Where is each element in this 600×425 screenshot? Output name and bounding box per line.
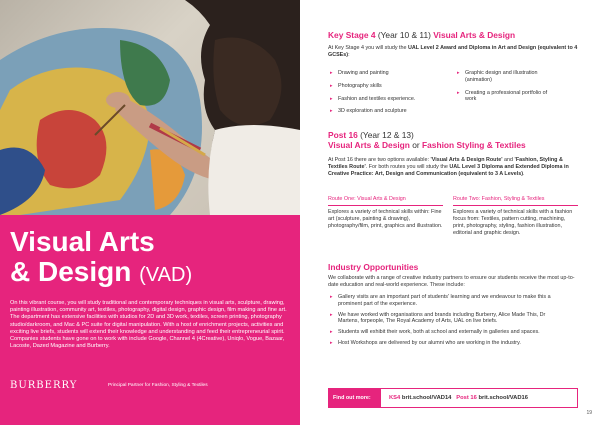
title-line-1: Visual Arts: [10, 226, 155, 257]
list-item: ▸ Photography skills: [330, 83, 450, 90]
burberry-logo: BURBERRY: [10, 380, 78, 391]
list-item: ▸ Students will exhibit their work, both at school and externally in galleries and spaces.: [330, 329, 565, 336]
list-item: ▸ Drawing and painting: [330, 70, 450, 77]
post16-para-g: .: [523, 171, 525, 178]
artist-painting-photo: [0, 0, 300, 215]
title-line-2: [10, 257, 192, 290]
intro-panel: [0, 215, 300, 425]
ks4-para-qualification: UAL Level 2 Award and Diploma in Art and Design (equivalent to 4 GCSEs): [328, 45, 578, 59]
post16-paragraph: [328, 157, 578, 179]
route-one-divider: [328, 205, 443, 206]
ks4-heading: [328, 30, 515, 40]
post16-para-c: and: [502, 157, 515, 163]
route-one-body: Explores a variety of technical skills within: Fine art (sculpture, painting & drawing), photography/film, print, graphics and illustration.: [328, 209, 443, 229]
photo-illustration: [0, 0, 300, 215]
post16-heading-or: or: [412, 140, 420, 150]
ks4-list-left: [330, 70, 450, 121]
industry-paragraph: We collaborate with a range of creative industry partners to ensure our students receive the most up-to-date education and real-world experience. These include:: [328, 275, 575, 289]
list-item: ▸ 3D exploration and sculpture: [330, 108, 450, 115]
page-number: 19: [586, 410, 592, 416]
ks4-key: KS4: [389, 395, 401, 401]
right-page: [300, 0, 600, 425]
post16-para-e: . For both routes you will study the: [365, 164, 450, 171]
title-abbreviation: (VAD): [139, 264, 193, 286]
post16-para-a: At Post 16 there are two options available:: [328, 157, 431, 163]
ks4-para-c: :: [348, 52, 350, 59]
list-item: ▸ Graphic design and illustration (animation): [457, 70, 552, 84]
title-line-2-text: & Design: [10, 256, 132, 287]
post16-heading: [328, 130, 526, 150]
ks4-heading-stage: Key Stage 4: [328, 30, 376, 40]
find-out-more-label: Find out more:: [329, 389, 381, 408]
brand-caption: Principal Partner for Fashion, Styling & Textiles: [108, 383, 208, 388]
find-out-more-box: [328, 388, 578, 408]
industry-list: [330, 294, 565, 351]
list-item: ▸ We have worked with organisations and brands including Burberry, Alice Made This, Dr Martens, forpeople, The Royal Academy of Arts, UAL on live briefs.: [330, 312, 565, 326]
post16-para-qualification: UAL Level 3 Diploma and Extended Diploma in Creative Practice: Art, Design and Communication (equivalent to 3 A Levels): [328, 164, 569, 178]
find-out-more-links: [389, 389, 528, 408]
ks4-heading-years: (Year 10 & 11): [377, 30, 431, 40]
post16-link[interactable]: brit.school/VAD16: [478, 395, 528, 401]
industry-heading: Industry Opportunities: [328, 262, 419, 272]
post16-para-route2: 'Fashion, Styling & Textiles Route': [328, 157, 563, 171]
post16-heading-route1: Visual Arts & Design: [328, 140, 410, 150]
post16-heading-years: (Year 12 & 13): [360, 130, 414, 140]
ks4-list-right: [457, 70, 552, 109]
post16-heading-stage: Post 16: [328, 130, 358, 140]
route-one-title: Route One: Visual Arts & Design: [328, 196, 406, 202]
ks4-link[interactable]: brit.school/VAD14: [401, 395, 452, 401]
page-title: [10, 227, 192, 290]
post16-heading-line1: [328, 130, 526, 140]
list-item: ▸ Fashion and textiles experience.: [330, 96, 450, 103]
list-item: ▸ Gallery visits are an important part of students' learning and we endeavour to make this a prominent part of the experience.: [330, 294, 565, 308]
route-two-divider: [453, 205, 578, 206]
post16-heading-line2: [328, 140, 526, 150]
list-item: ▸ Host Workshops are delivered by our alumni who are working in the industry.: [330, 340, 565, 347]
list-item: ▸ Creating a professional portfolio of work: [457, 90, 552, 104]
ks4-paragraph: [328, 45, 578, 59]
intro-paragraph: On this vibrant course, you will study traditional and contemporary techniques in visual arts, sculpture, drawing, painting illustration, community art, textiles, photography, digital design, graphic design, film making and fine art. The department has extensive facilities with studios for 2D and 3D work, textiles, screen printing, photography studio/darkroom, and Mac & PC suite for digital manipulation. With a host of enrichment projects, activities and exciting live briefs, students will extend their knowledge and understanding and feed their entrepreneurial spirit. Companies students have gone on to work with include Google, Channel 4 (4Creative), Uniqlo, Vogue, Bazaar, Lacoste, Dazed Magazine and Burberry.: [10, 300, 287, 350]
post16-key: Post 16: [456, 395, 477, 401]
ks4-heading-subject: Visual Arts & Design: [433, 30, 516, 40]
route-two-body: Explores a variety of technical skills with a fashion focus from: Textiles, pattern cutting, machining, print, photography, styling, fashion illustration, editorial and graphic design.: [453, 209, 573, 236]
post16-para-route1: 'Visual Arts & Design Route': [430, 157, 503, 163]
post16-heading-route2: Fashion Styling & Textiles: [422, 140, 526, 150]
route-two-title: Route Two: Fashion, Styling & Textiles: [453, 196, 545, 202]
ks4-para-a: At Key Stage 4 you will study the: [328, 45, 409, 51]
